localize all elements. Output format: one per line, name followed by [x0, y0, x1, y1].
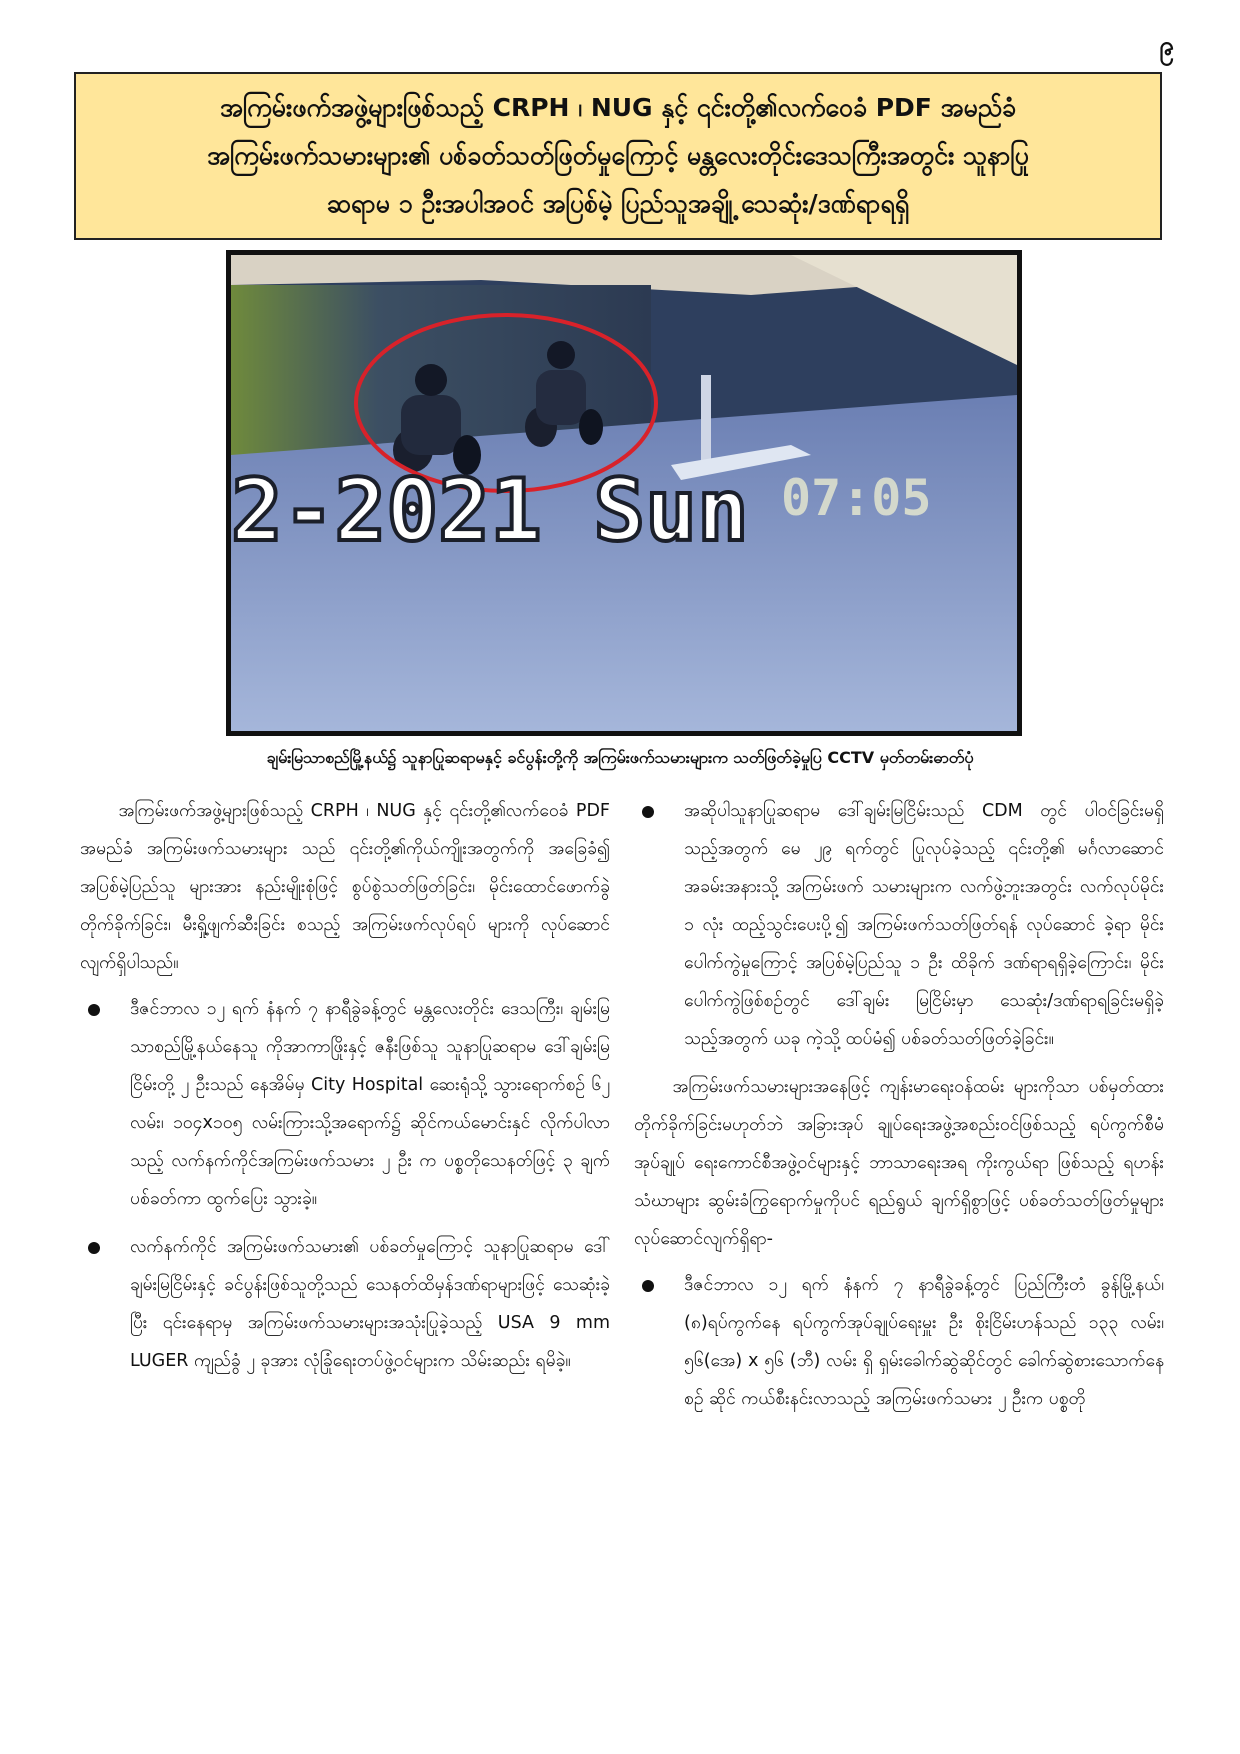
intro-paragraph: အကြမ်းဖက်အဖွဲ့များဖြစ်သည့် CRPH ၊ NUG နှင့် ၎င်းတို့၏လက်ဝေခံ PDF အမည်ခံ အကြမ်းဖက်သမားများ သည် ၎င်းတို့၏ကိုယ်ကျိုးအတွက်ကို အခြေခံ၍ အပြစ်မဲ့ပြည်သူ များအား နည်းမျိုးစုံဖြင့် စွပ်စွဲသတ်ဖြတ်ခြင်း၊ မိုင်းထောင်ဖောက်ခွဲ တိုက်ခိုက်ခြင်း၊ မီးရှို့ဖျက်ဆီးခြင်း စသည့် အကြမ်းဖက်လုပ်ရပ် များကို လုပ်ဆောင်လျက်ရှိပါသည်။: [80, 801, 610, 973]
left-column: [80, 792, 610, 1390]
right-column: [634, 792, 1164, 1428]
left-bullet-list: [80, 990, 610, 1380]
headline-line-1: အကြမ်းဖက်အဖွဲ့များဖြစ်သည့် CRPH ၊ NUG နှင့် ၎င်းတို့၏လက်ဝေခံ PDF အမည်ခံ: [219, 93, 1017, 122]
bullet-text: အဆိုပါသူနာပြုဆရာမ ဒေါ်ချမ်းမြငြိမ်းသည် CDM တွင် ပါဝင်ခြင်းမရှိသည့်အတွက် မေ ၂၉ ရက်တွင် ပြုလုပ်ခဲ့သည့် ၎င်းတို့၏ မင်္ဂလာဆောင်အခမ်းအနားသို့ အကြမ်းဖက် သမားများက လက်ဖွဲ့ဘူးအတွင်း လက်လုပ်မိုင်း ၁ လုံး ထည့်သွင်းပေးပို့၍ အကြမ်းဖက်သတ်ဖြတ်ရန် လုပ်ဆောင် ခဲ့ရာ မိုင်းပေါက်ကွဲမှုကြောင့် အပြစ်မဲ့ပြည်သူ ၁ ဦး ထိခိုက် ဒဏ်ရာရရှိခဲ့ကြောင်း၊ မိုင်းပေါက်ကွဲဖြစ်စဉ်တွင် ဒေါ်ချမ်း မြငြိမ်းမှာ သေဆုံး/ဒဏ်ရာရခြင်းမရှိခဲ့သည့်အတွက် ယခု ကဲ့သို့ ထပ်မံ၍ ပစ်ခတ်သတ်ဖြတ်ခဲ့ခြင်း။: [684, 801, 1164, 1049]
list-item: [634, 1266, 1164, 1418]
list-item: [80, 990, 610, 1218]
middle-paragraph: အကြမ်းဖက်သမားများအနေဖြင့် ကျန်းမာရေးဝန်ထမ်း များကိုသာ ပစ်မှတ်ထားတိုက်ခိုက်ခြင်းမဟုတ်ဘဲ အခြားအုပ် ချုပ်ရေးအဖွဲ့အစည်းဝင်ဖြစ်သည့် ရပ်ကွက်စီမံအုပ်ချုပ် ရေးကောင်စီအဖွဲ့ဝင်များနှင့် ဘာသာရေးအရ ကိုးကွယ်ရာ ဖြစ်သည့် ရဟန်းသံဃာများ ဆွမ်းခံကြွရောက်မှုကိုပင် ရည်ရွယ် ချက်ရှိစွာဖြင့် ပစ်ခတ်သတ်ဖြတ်မှုများ လုပ်ဆောင်လျက်ရှိရာ-: [634, 1077, 1164, 1249]
headline-line-2: အကြမ်းဖက်သမားများ၏ ပစ်ခတ်သတ်ဖြတ်မှုကြောင့် မန္တလေးတိုင်းဒေသကြီးအတွင်း သူနာပြု: [207, 141, 1029, 170]
list-item: [80, 1228, 610, 1380]
headline-line-3: ဆရာမ ၁ ဦးအပါအဝင် အပြစ်မဲ့ ပြည်သူအချို့ သေဆုံး/ဒဏ်ရာရရှိ: [326, 189, 910, 218]
bullet-icon: [88, 1242, 100, 1254]
headline-box: [74, 72, 1162, 240]
cctv-date-overlay: 2-2021 Sun: [231, 461, 749, 561]
bullet-text: ဒီဇင်ဘာလ ၁၂ ရက် နံနက် ၇ နာရီခွဲခန့်တွင် ပြည်ကြီးတံ ခွန်မြို့နယ်၊ (၈)ရပ်ကွက်နေ ရပ်ကွက်အုပ်ချုပ်ရေးမှူး ဦး စိုးငြိမ်းဟန်သည် ၁၃၃ လမ်း၊ ၅၆(အေ) x ၅၆ (ဘီ) လမ်း ရှိ ရှမ်းခေါက်ဆွဲဆိုင်တွင် ခေါက်ဆွဲစားသောက်နေစဉ် ဆိုင် ကယ်စီးနင်းလာသည့် အကြမ်းဖက်သမား ၂ ဦးက ပစ္စတို: [684, 1275, 1164, 1409]
cctv-photo: [226, 250, 1022, 736]
cctv-scene: [231, 255, 1017, 731]
bullet-icon: [642, 1280, 654, 1292]
road-post: [701, 375, 711, 465]
right-bullet-list-top: [634, 792, 1164, 1058]
bullet-icon: [642, 806, 654, 818]
bullet-text: ဒီဇင်ဘာလ ၁၂ ရက် နံနက် ၇ နာရီခွဲခန့်တွင် မန္တလေးတိုင်း ဒေသကြီး၊ ချမ်းမြသာစည်မြို့နယ်နေသူ ကိုအာကာဖြိုးနှင့် ဇနီးဖြစ်သူ သူနာပြုဆရာမ ဒေါ်ချမ်းမြငြိမ်းတို့ ၂ ဦးသည် နေအိမ်မှ City Hospital ဆေးရုံသို့ သွားရောက်စဉ် ၆၂ လမ်း၊ ၁၀၄x၁၀၅ လမ်းကြားသို့အရောက်၌ ဆိုင်ကယ်မောင်းနှင် လိုက်ပါလာသည့် လက်နက်ကိုင်အကြမ်းဖက်သမား ၂ ဦး က ပစ္စတိုသေနတ်ဖြင့် ၃ ချက် ပစ်ခတ်ကာ ထွက်ပြေး သွားခဲ့။: [130, 999, 610, 1209]
photo-caption: ချမ်းမြသာစည်မြို့နယ်၌ သူနာပြုဆရာမနှင့် ခင်ပွန်းတို့ကို အကြမ်းဖက်သမားများက သတ်ဖြတ်ခဲ့မှုပြ CCTV မှတ်တမ်းဓာတ်ပုံ: [266, 748, 974, 767]
bullet-icon: [88, 1004, 100, 1016]
page-number: ၉: [1159, 31, 1174, 61]
cctv-time-overlay: 07:05: [781, 469, 932, 527]
bullet-text: လက်နက်ကိုင် အကြမ်းဖက်သမား၏ ပစ်ခတ်မှုကြောင့် သူနာပြုဆရာမ ဒေါ်ချမ်းမြငြိမ်းနှင့် ခင်ပွန်းဖြစ်သူတို့သည် သေနတ်ထိမှန်ဒဏ်ရာများဖြင့် သေဆုံးခဲ့ပြီး ၎င်းနေရာမှ အကြမ်းဖက်သမားများအသုံးပြုခဲ့သည့် USA 9 mm LUGER ကျည်ခွံ ၂ ခုအား လုံခြုံရေးတပ်ဖွဲ့ဝင်များက သိမ်းဆည်း ရမိခဲ့။: [130, 1237, 610, 1371]
right-bullet-list-bottom: [634, 1266, 1164, 1418]
list-item: [634, 792, 1164, 1058]
